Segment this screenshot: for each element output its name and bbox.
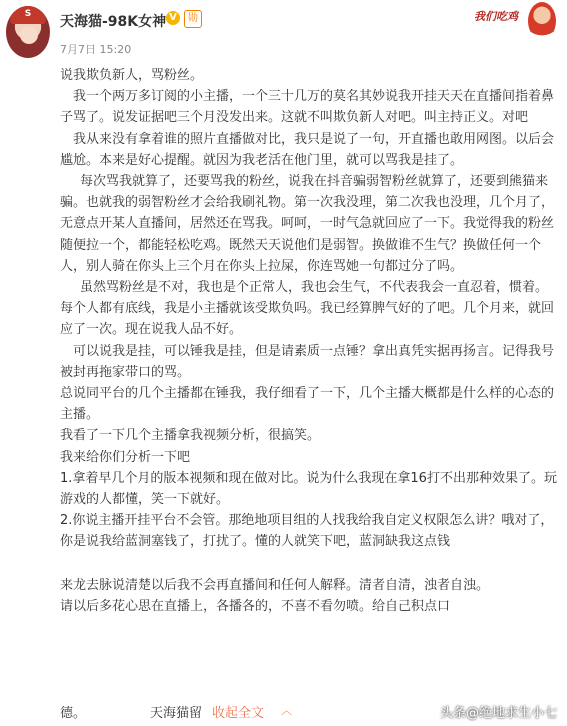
sticker-image xyxy=(470,2,560,42)
paragraph-7: 总说同平台的几个主播都在锤我，我仔细看了一下，几个主播大概都是什么样的心态的主播。 xyxy=(60,386,555,423)
post-timestamp[interactable]: 7月7日 15:20 xyxy=(60,43,132,56)
sticker-figure xyxy=(528,2,556,40)
paragraph-11: 2.你说主播开挂平台不会管。那绝地项目组的人找我给我自定义权限怎么讲？哦对了，你是说我给蓝洞塞钱了，打扰了。懂的人就笑下吧，蓝洞缺我这点钱 xyxy=(60,513,554,550)
avatar[interactable] xyxy=(6,6,50,58)
paragraph-4: 每次骂我就算了，还要骂我的粉丝，说我在抖音骗弱智粉丝就算了，还要到熊猫来骗。也就我的弱智粉丝才会给我刷礼物。第一次我没理，第二次我也没理，几个月了，无意点开某人直播间，居然还在骂我。呵呵，一时气急就回应了一下。我觉得我的粉丝随便拉一个，都能轻松吃鸡。既然天天说他们是弱智。换做谁不生气？换做任何一个人，别人骑在你头上三个月在你头上拉屎，你连骂她一句都过分了吗。 xyxy=(60,174,555,274)
avatar-face xyxy=(20,26,38,44)
paragraph-10: 1.拿着早几个月的版本视频和现在做对比。说为什么我现在拿16打不出那种效果了。玩游戏的人都懂，笑一下就好。 xyxy=(60,470,557,508)
paragraph-12: 来龙去脉说清楚以后我不会再直播间和任何人解释。清者自清，浊者自浊。 xyxy=(60,577,490,593)
post-header xyxy=(0,0,567,60)
footer-author-name[interactable]: 天海猫留 xyxy=(150,706,203,721)
paragraph-5: 虽然骂粉丝是不对，我也是个正常人，我也会生气，不代表我会一直忍着，惯着。每个人都有底线，我是小主播就该受欺负吗。我已经算脾气好的了吧。几个月来，就回应了一次。现在说我人品不好。 xyxy=(60,280,555,338)
paragraph-8: 我看了一下几个主播拿我视频分析，很搞笑。 xyxy=(60,428,321,444)
chevron-up-icon[interactable]: ︿ xyxy=(281,704,292,717)
vip-badge-icon: V xyxy=(166,11,180,25)
paragraph-3: 我从来没有拿着谁的照片直播做对比，我只是说了一句，开直播也敢用网图。以后会尴尬。本来是好心提醒。就因为我老活在他门里，就可以骂我是挂了。 xyxy=(60,131,555,168)
sticker-text: 我们吃鸡 xyxy=(474,10,518,23)
collapse-text-button[interactable]: 收起全文 xyxy=(212,706,265,721)
paragraph-9: 我来给你们分析一下吧 xyxy=(60,449,191,465)
paragraph-13: 请以后多花心思在直播上，各播各的，不喜不看勿喷。给自己积点口 xyxy=(60,598,451,614)
author-name[interactable]: 天海猫-98K女神 xyxy=(60,14,167,30)
watermark-text: 头条@绝地求生小七 xyxy=(439,706,557,721)
paragraph-2: 我一个两万多订阅的小主播，一个三十几万的莫名其妙说我开挂天天在直播间指着鼻子骂了。说发证据吧三个月没发出来。这就不叫欺负新人对吧。叫主持正义。对吧 xyxy=(60,89,555,126)
paragraph-gap xyxy=(60,553,558,575)
post-footer xyxy=(0,700,567,726)
avatar-hat: S xyxy=(10,6,46,24)
paragraph-tail: 德。 xyxy=(60,706,87,721)
medal-icon: 勋 xyxy=(184,10,202,28)
paragraph-6: 可以说我是挂，可以锤我是挂，但是请素质一点锤？拿出真凭实据再扬言。记得我号被封再拖家带口的骂。 xyxy=(60,343,555,380)
post-body xyxy=(60,65,558,617)
paragraph-1: 说我欺负新人，骂粉丝。 xyxy=(60,68,204,83)
